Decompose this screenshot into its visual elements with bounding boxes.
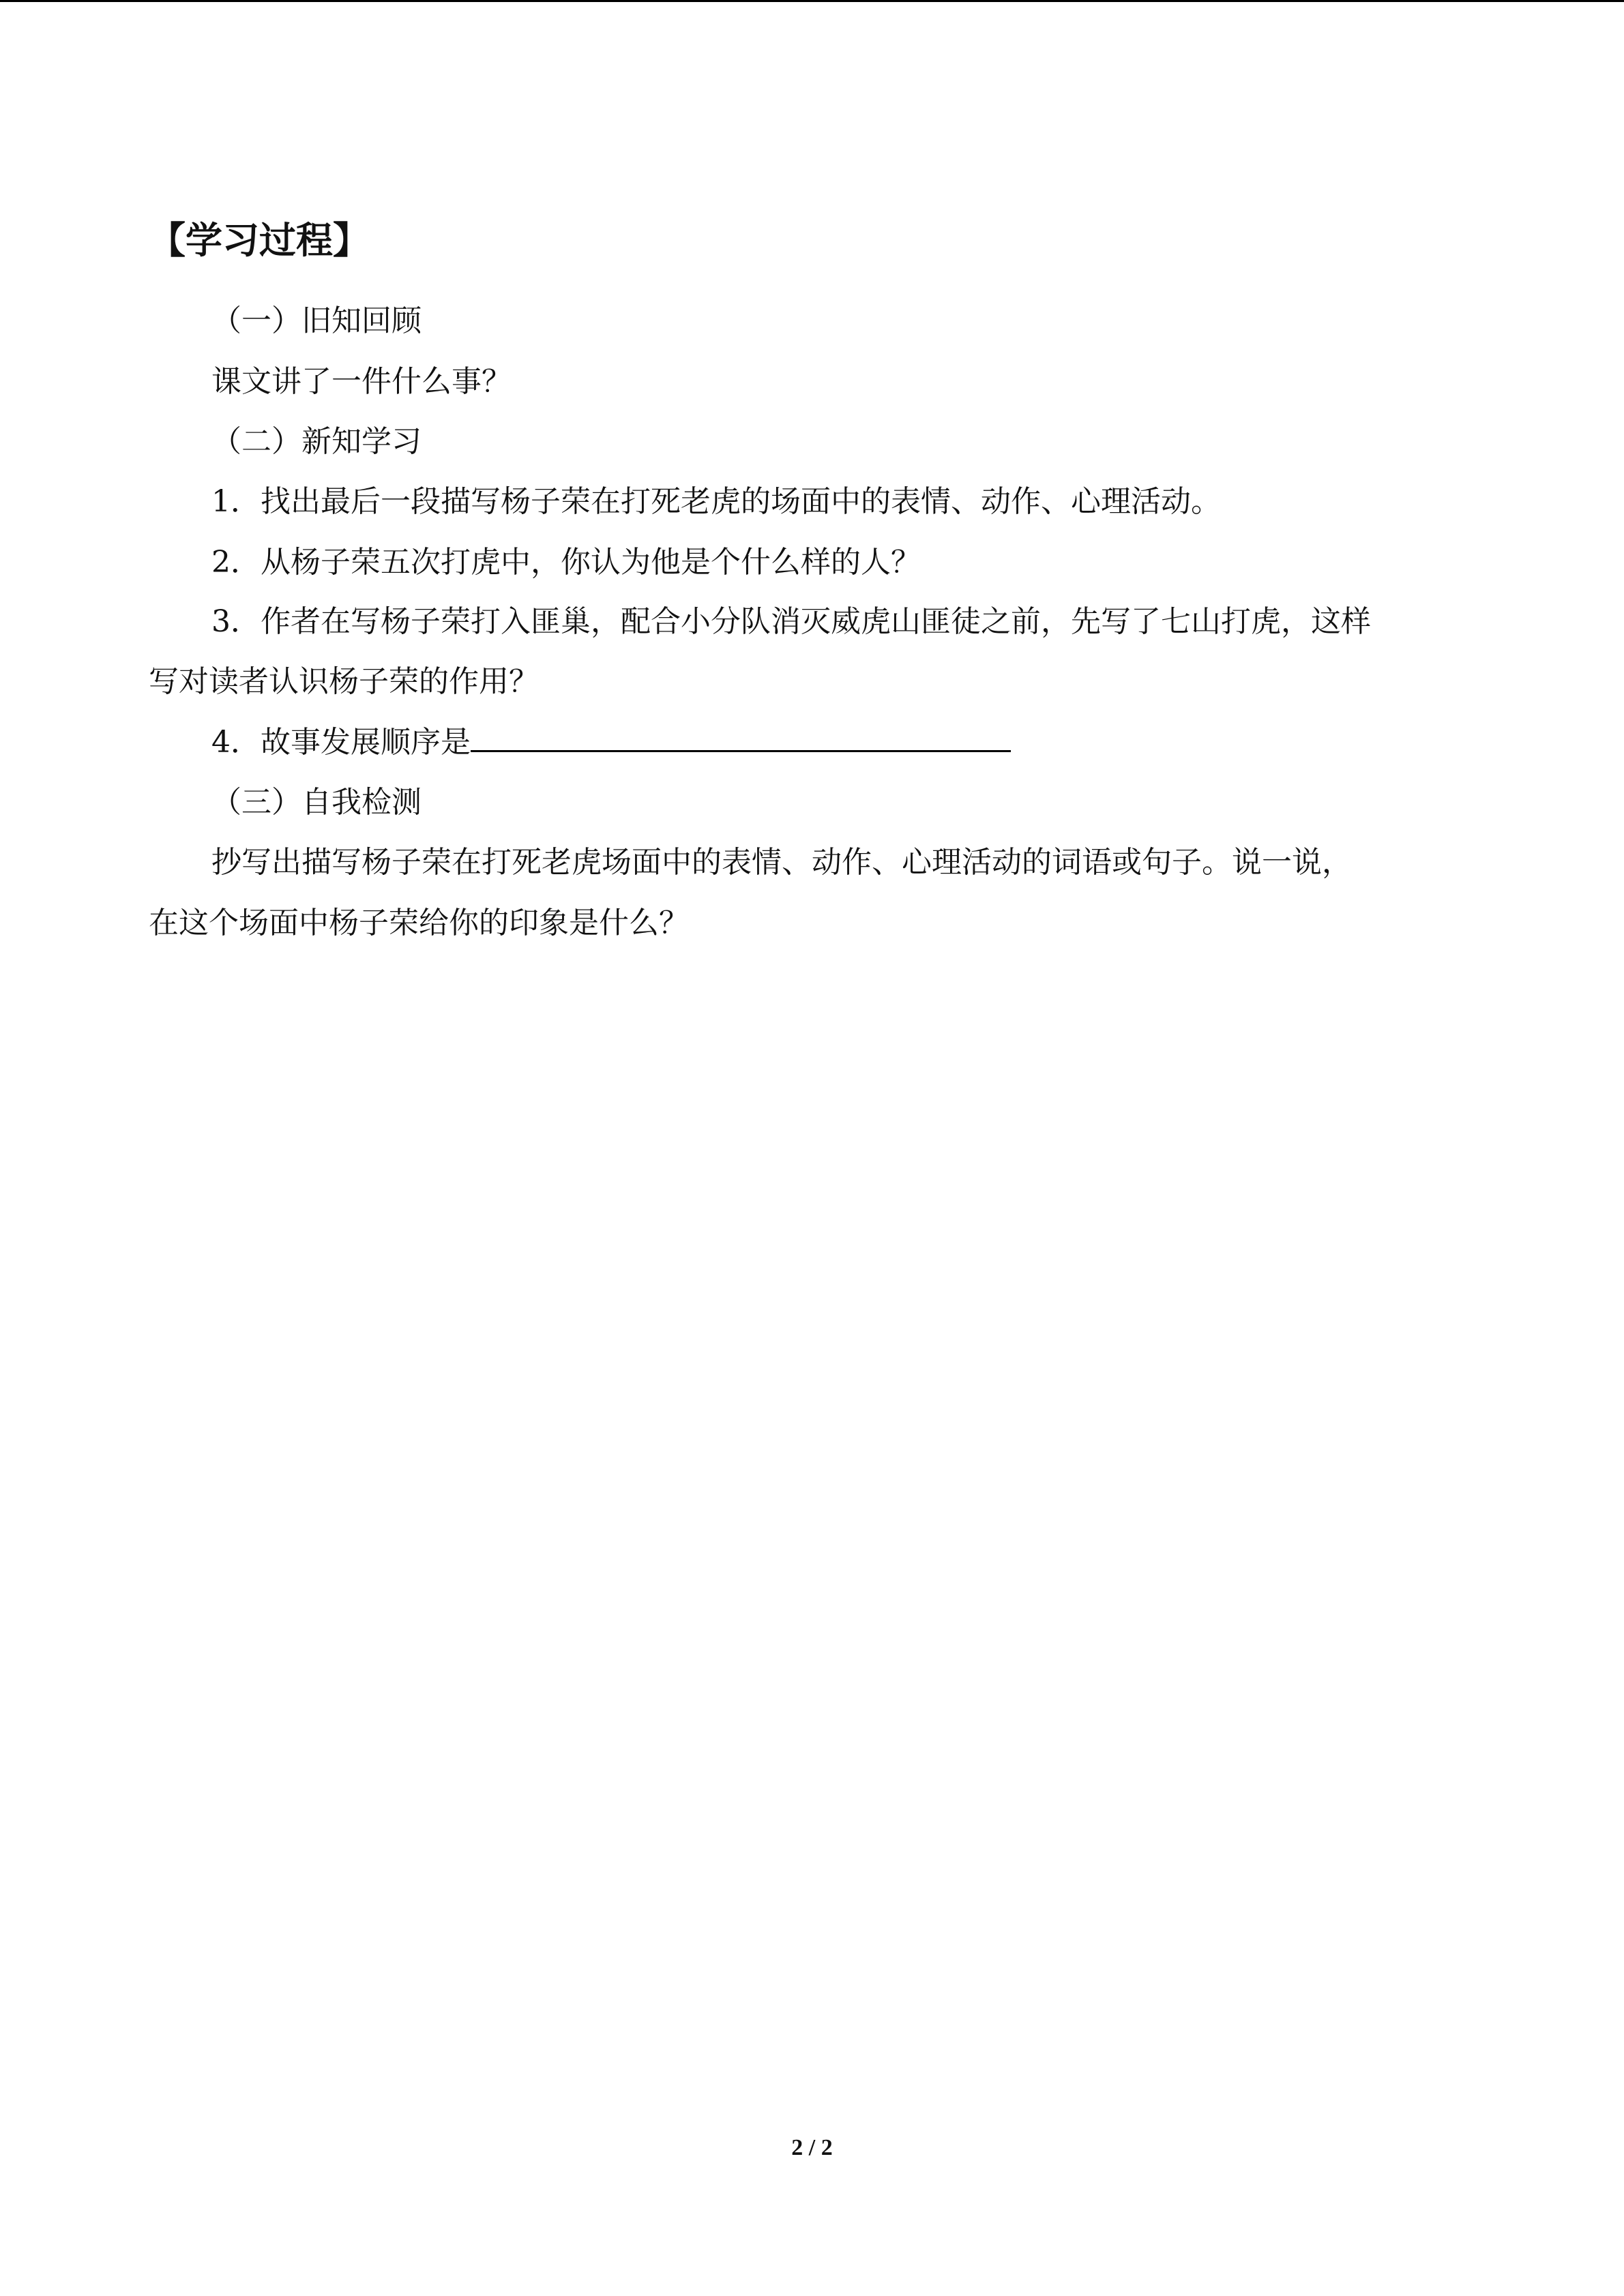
answer-blank-line[interactable]	[471, 724, 1011, 752]
question-1: 1．找出最后一段描写杨子荣在打死老虎的场面中的表情、动作、心理活动。	[211, 484, 1221, 519]
question-3-line-1: 3．作者在写杨子荣打入匪巢，配合小分队消灭威虎山匪徒之前，先写了七山打虎，这样	[211, 604, 1371, 639]
self-check-title: （三）自我检测	[211, 785, 422, 820]
review-title: （一）旧知回顾	[211, 303, 422, 338]
question-2: 2．从杨子荣五次打虎中，你认为他是个什么样的人？	[211, 545, 921, 580]
question-3-line-2: 写对读者认识杨子荣的作用？	[149, 664, 539, 699]
section-heading: 【学习过程】	[149, 218, 370, 262]
new-learning-title: （二）新知学习	[211, 424, 422, 459]
self-check-line-1: 抄写出描写杨子荣在打死老虎场面中的表情、动作、心理活动的词语或句子。说一说，	[211, 845, 1352, 880]
question-4-label: 4．故事发展顺序是	[211, 725, 471, 760]
page-number: 2 / 2	[791, 2135, 833, 2160]
self-check-line-2: 在这个场面中杨子荣给你的印象是什么？	[149, 906, 689, 940]
question-4	[211, 722, 1011, 763]
review-question: 课文讲了一件什么事？	[211, 364, 512, 399]
top-border-line	[0, 0, 1624, 2]
